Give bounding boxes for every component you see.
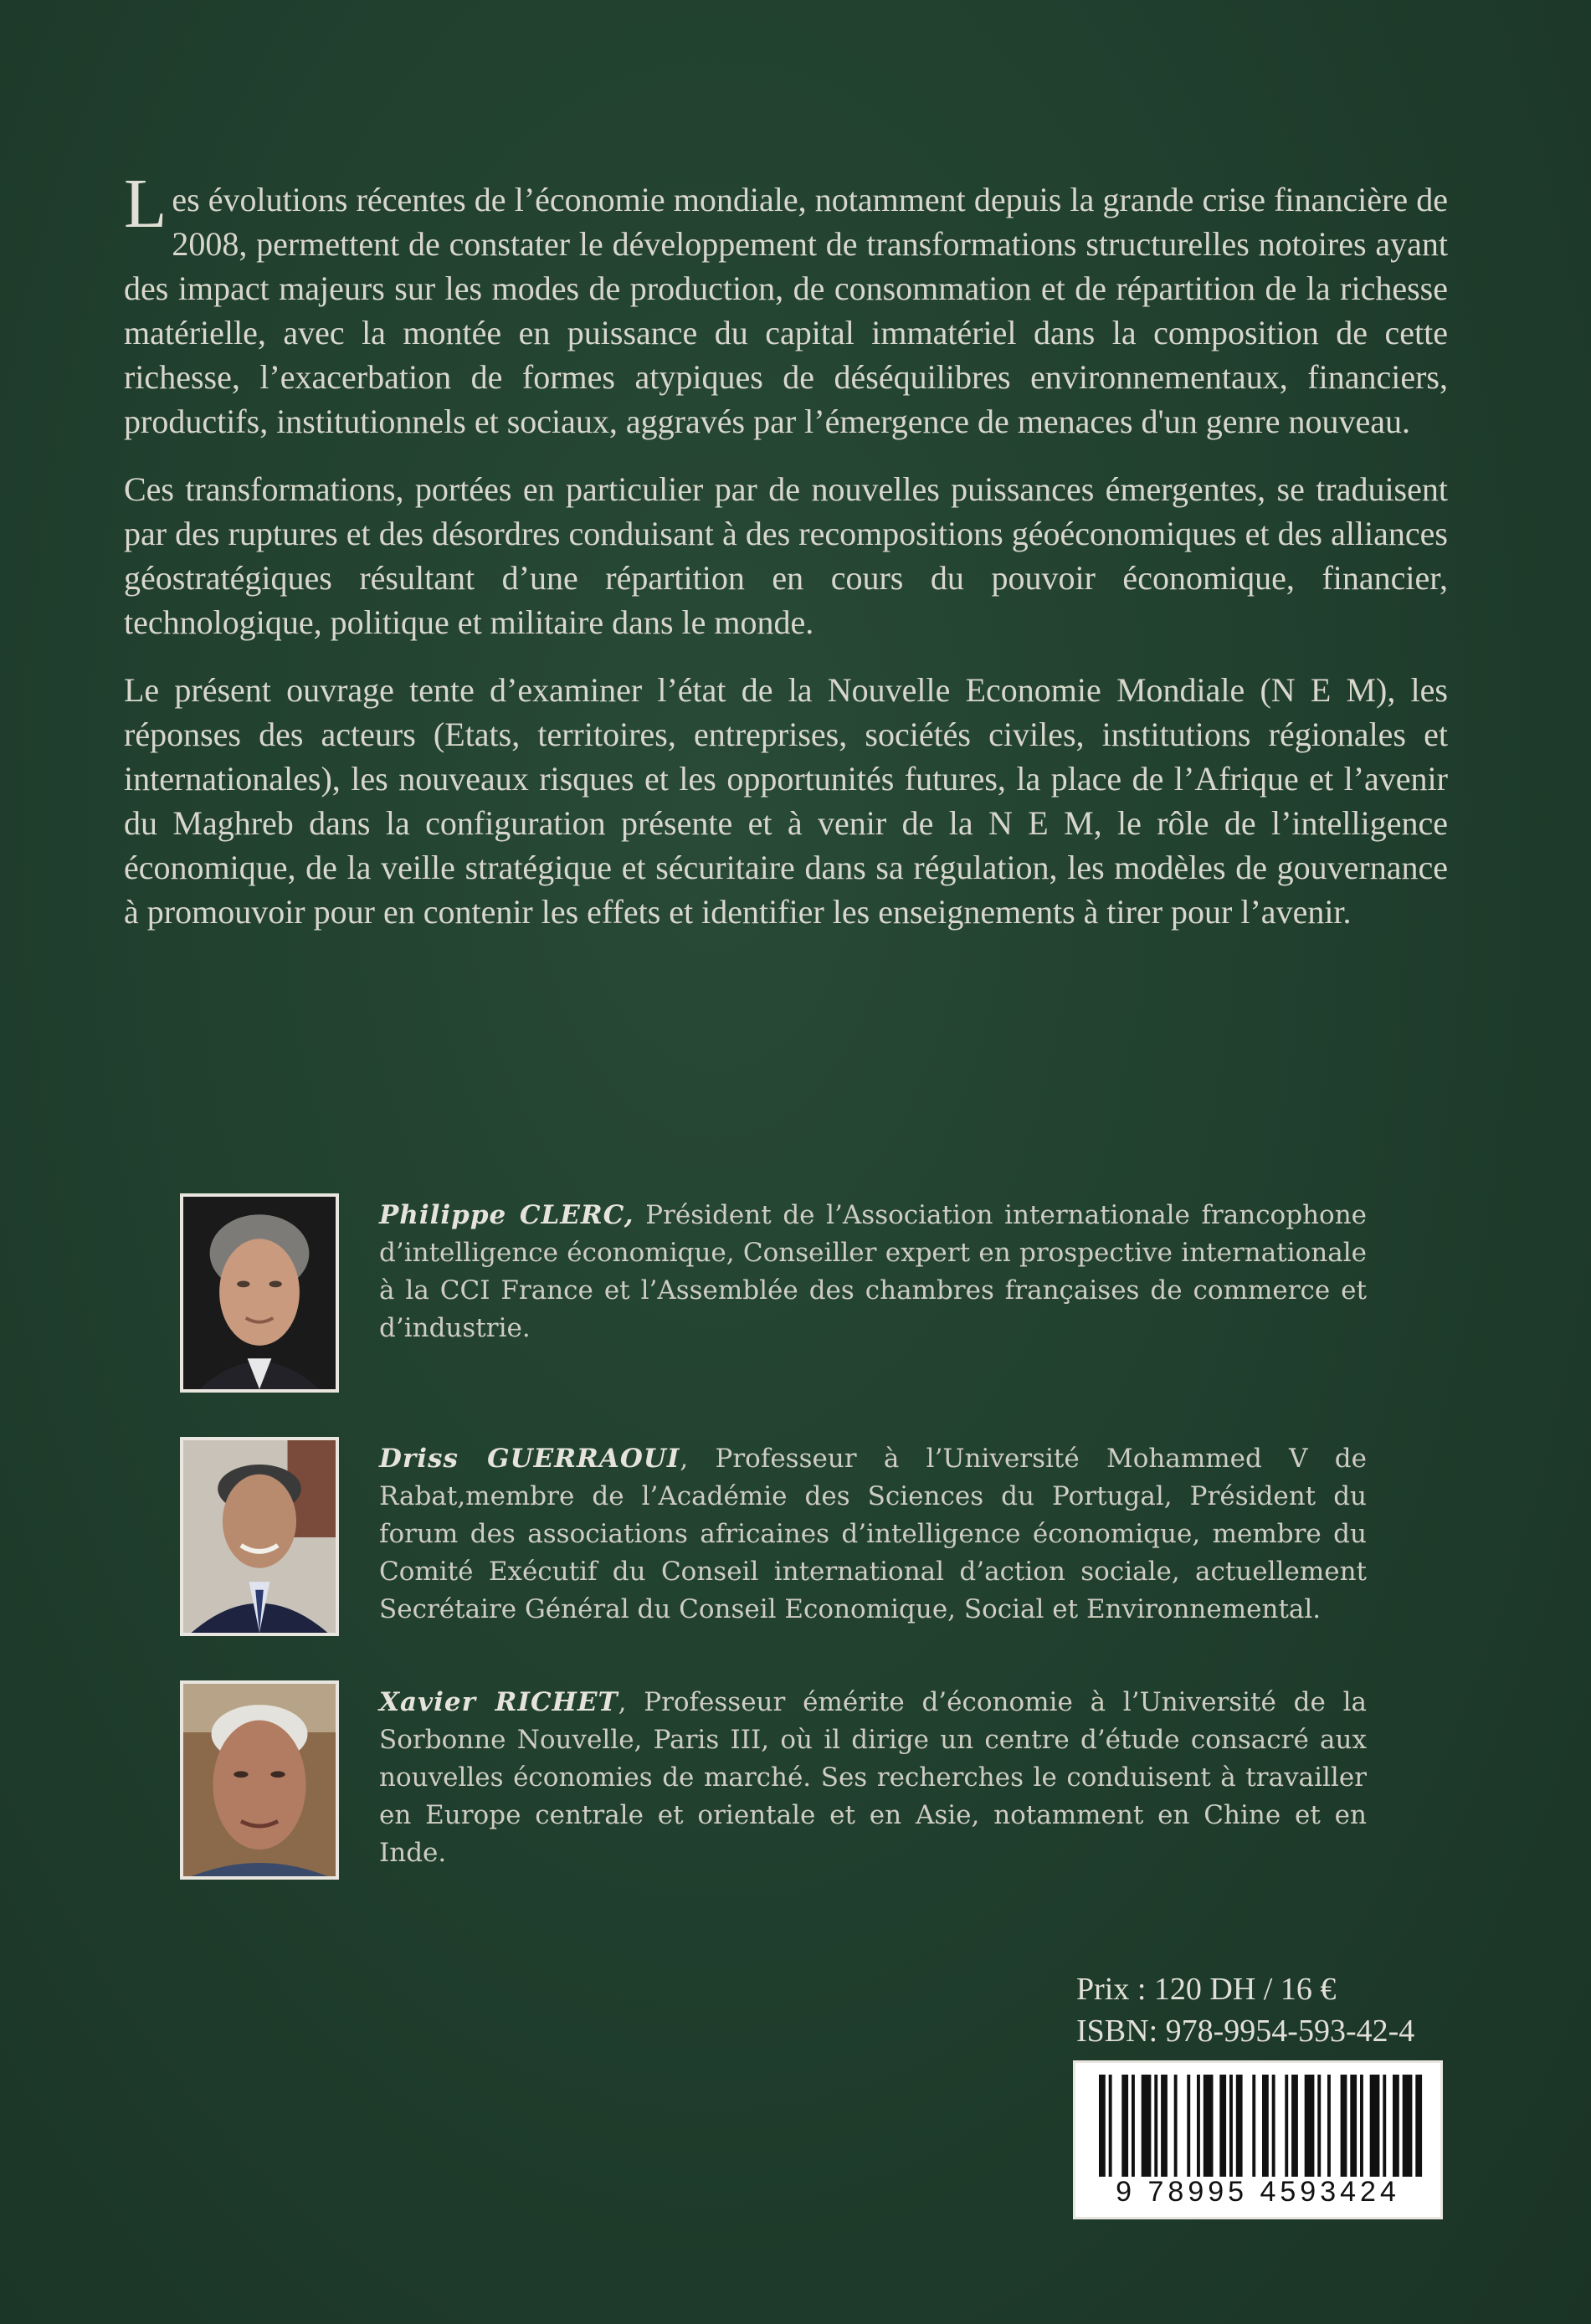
barcode-bar	[1317, 2075, 1321, 2177]
barcode-bar	[1229, 2075, 1233, 2177]
barcode-bar	[1109, 2075, 1112, 2177]
barcode-bars	[1099, 2075, 1425, 2177]
barcode-bar	[1099, 2075, 1106, 2177]
summary-paragraph-1-text: es évolutions récentes de l’économie mondiale, notamment depuis la grande crise financière de 2008, permettent de constater le développement de transformations structurelles notoires ayant des impact majeurs sur les modes de production, de consommation et de répartition de la richesse matérielle, avec la montée en puissance du capital immatériel dans la composition de cette richesse, l’exacerbation de formes atypiques de déséquilibres environnementaux, financiers, productifs, institutionnels et sociaux, aggravés par l’émergence de menaces d'un genre nouveau.	[124, 181, 1448, 440]
barcode-bar	[1197, 2075, 1200, 2177]
barcode-bar	[1187, 2075, 1190, 2177]
author-bio-text-richet: , Professeur émérite d’économie à l’Université de la Sorbonne Nouvelle, Paris III, où il dirige un centre d’étude consacré aux nouvelles économies de marché. Ses recherches le conduisent à travailler en Europe centrale et orientale et en Asie, notamment en Chine et en Inde.	[379, 1687, 1367, 1868]
author-bio-richet	[379, 1684, 1367, 1872]
author-name-clerc: Philippe CLERC,	[379, 1200, 634, 1230]
barcode	[1073, 2060, 1443, 2219]
barcode-bar	[1236, 2075, 1243, 2177]
barcode-bar	[1204, 2075, 1214, 2177]
author-photo-richet	[180, 1680, 339, 1880]
barcode-bar	[1327, 2075, 1331, 2177]
barcode-bar	[1350, 2075, 1357, 2177]
price: Prix : 120 DH / 16 €	[1076, 1972, 1337, 2007]
drop-cap: L	[124, 165, 167, 243]
barcode-bar	[1291, 2075, 1298, 2177]
author-bio-text-guerraoui: , Professeur à l’Université Mohammed V de Rabat,membre de l’Académie des Sciences du Portugal, Président du forum des associations africaines d’intelligence économique, membre du Comité Exécutif du Conseil international d’action sociale, actuellement Secrétaire Général du Conseil Economique, Social et Environnemental.	[379, 1444, 1367, 1624]
author-bio-text-clerc: Président de l’Association internationale francophone d’intelligence économique, Conseiller expert en prospective internationale à la CCI France et l’Assemblée des chambres françaises de commerce et d’industrie.	[379, 1200, 1368, 1343]
isbn: ISBN: 978-9954-593-42-4	[1076, 2014, 1415, 2049]
barcode-bar	[1341, 2075, 1347, 2177]
barcode-bar	[1285, 2075, 1288, 2177]
barcode-bar	[1219, 2075, 1226, 2177]
barcode-bar	[1393, 2075, 1399, 2177]
barcode-bar	[1142, 2075, 1152, 2177]
author-name-richet: Xavier RICHET	[379, 1687, 618, 1717]
barcode-bar	[1305, 2075, 1315, 2177]
pricing-block	[1076, 1968, 1445, 2052]
barcode-bar	[1360, 2075, 1363, 2177]
author-photo-clerc	[180, 1193, 339, 1393]
barcode-bar	[1121, 2075, 1128, 2177]
author-bio-guerraoui	[379, 1440, 1367, 1629]
barcode-bar	[1252, 2075, 1255, 2177]
barcode-digits: 9 78995 4593424	[1116, 2176, 1400, 2208]
summary-paragraph-1	[124, 165, 1448, 444]
barcode-bar	[1154, 2075, 1157, 2177]
barcode-bar	[1403, 2075, 1413, 2177]
summary-paragraph-2: Ces transformations, portées en particulier par de nouvelles puissances émergentes, se traduisent par des ruptures et des désordres conduisant à des recompositions géoéconomiques et des alliances géostratégiques résultant d’une répartition en cours du pouvoir économique, financier, technologique, politique et militaire dans le monde.	[124, 470, 1448, 641]
author-card-richet	[180, 1680, 1368, 1890]
author-card-guerraoui	[180, 1437, 1368, 1646]
author-name-guerraoui: Driss GUERRAOUI	[379, 1444, 680, 1474]
barcode-bar	[1262, 2075, 1269, 2177]
barcode-bar	[1132, 2075, 1135, 2177]
barcode-bar	[1370, 2075, 1380, 2177]
author-bio-clerc	[379, 1197, 1367, 1347]
barcode-bar	[1383, 2075, 1386, 2177]
barcode-bar	[1174, 2075, 1178, 2177]
barcode-bar	[1272, 2075, 1275, 2177]
barcode-bar	[1415, 2075, 1422, 2177]
barcode-bar	[1161, 2075, 1168, 2177]
author-card-clerc	[180, 1193, 1368, 1403]
summary-text	[124, 165, 1448, 957]
author-photo-guerraoui	[180, 1437, 339, 1636]
summary-paragraph-3: Le présent ouvrage tente d’examiner l’état de la Nouvelle Economie Mondiale (N E M), les réponses des acteurs (Etats, territoires, entreprises, sociétés civiles, institutions régionales et internationales), les nouveaux risques et les opportunités futures, la place de l’Afrique et l’avenir du Maghreb dans la configuration présente et à venir de la N E M, le rôle de l’intelligence économique, de la veille stratégique et sécuritaire dans sa régulation, les modèles de gouvernance à promouvoir pour en contenir les effets et identifier les enseignements à tirer pour l’avenir.	[124, 671, 1448, 931]
